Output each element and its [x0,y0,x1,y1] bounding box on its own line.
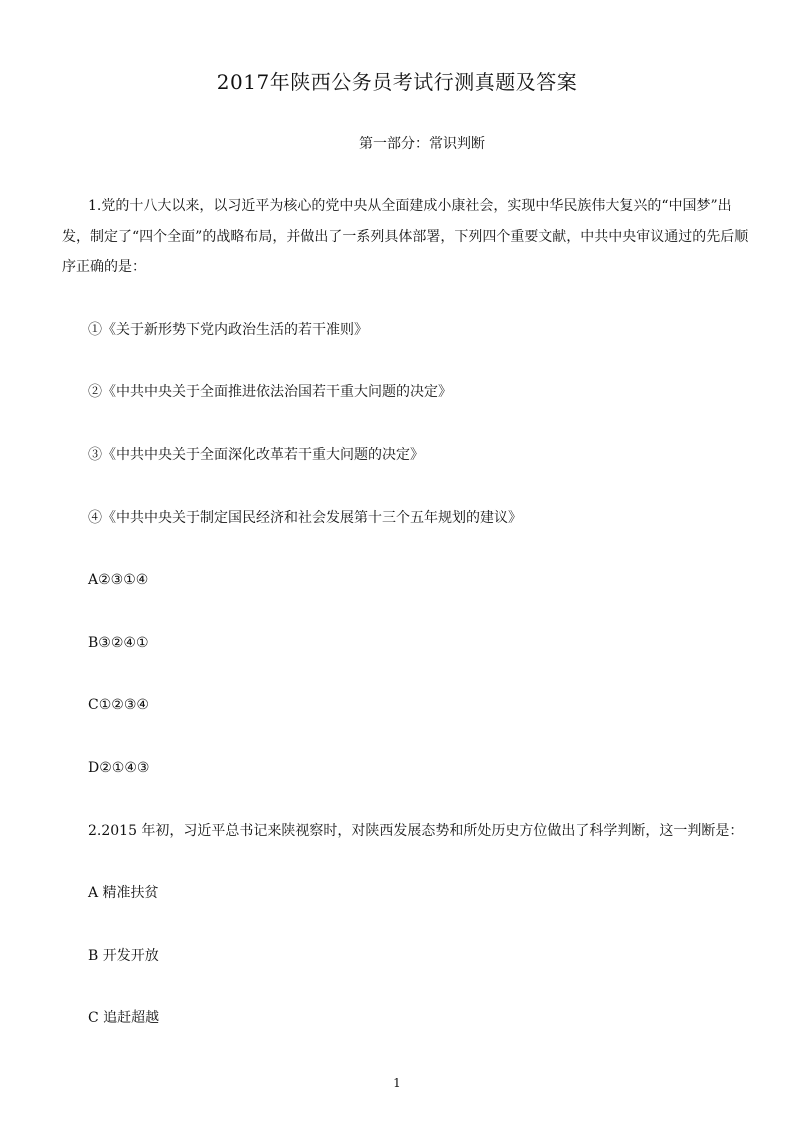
q1-option-c: C①②③④ [88,697,149,713]
q2-option-a: A 精准扶贫 [88,885,159,901]
document-title: 2017年陕西公务员考试行测真题及答案 [216,70,578,94]
q1-option-a: A②③①④ [88,572,149,588]
question-2-text: 2.2015 年初，习近平总书记来陕视察时，对陕西发展态势和所处历史方位做出了科学判断，这一判断是： [88,823,744,839]
document-item-3: ③《中共中央关于全面深化改革若干重大问题的决定》 [88,447,424,463]
q2-option-b: B 开发开放 [88,948,159,964]
page-number: 1 [393,1076,401,1090]
document-item-1: ①《关于新形势下党内政治生活的若干准则》 [88,322,368,338]
q1-option-d: D②①④③ [88,760,150,776]
document-item-2: ②《中共中央关于全面推进依法治国若干重大问题的决定》 [88,384,452,400]
question-1-text: 1.党的十八大以来，以习近平为核心的党中央从全面建成小康社会，实现中华民族伟大复兴的“中国梦”出发，制定了“四个全面”的战略布局，并做出了一系列具体部署，下列四个重要文献，中共中央审议通过的先后顺序正确的是： [62,198,749,275]
section-heading: 第一部分：常识判断 [359,136,485,152]
q1-option-b: B③②④① [88,635,149,651]
q2-option-c: C 追赶超越 [88,1010,160,1026]
document-item-4: ④《中共中央关于制定国民经济和社会发展第十三个五年规划的建议》 [88,510,522,526]
